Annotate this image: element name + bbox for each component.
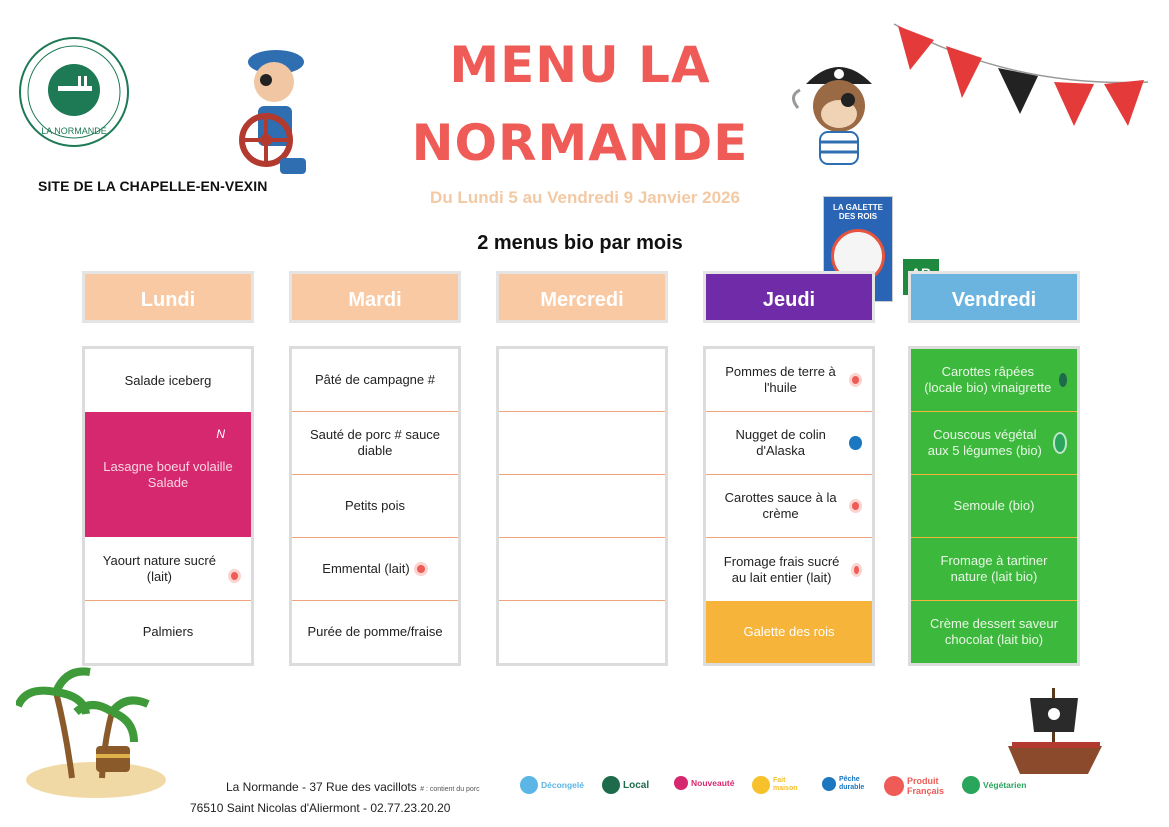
nouveaute-icon: N xyxy=(216,427,225,441)
legend-label: Nouveauté xyxy=(691,778,735,788)
fish-icon xyxy=(822,777,836,791)
day-header-vendredi: Vendredi xyxy=(908,271,1080,323)
local-icon xyxy=(602,776,620,794)
legend-label: Décongelé xyxy=(541,780,584,790)
menu-item-text: Fromage frais sucré au lait entier (lait) xyxy=(723,553,840,585)
menu-item-text: Carottes râpées (locale bio) vinaigrette xyxy=(924,364,1052,395)
day-header-jeudi: Jeudi xyxy=(703,271,875,323)
peche-durable-icon xyxy=(849,436,862,450)
snowflake-icon xyxy=(520,776,538,794)
menu-item: Fromage à tartiner nature (lait bio) xyxy=(911,538,1077,601)
legend-vegetarien xyxy=(962,776,1026,794)
menu-title-line1: MENU LA xyxy=(449,36,711,94)
produit-francais-icon xyxy=(228,569,241,583)
legend-label: Produit Français xyxy=(907,776,945,796)
vegetarien-icon xyxy=(962,776,980,794)
menu-item xyxy=(85,412,251,537)
menu-column-lundi xyxy=(82,346,254,666)
menu-column-mercredi xyxy=(496,346,668,666)
legend-label: Fait maison xyxy=(773,777,798,792)
nouveaute-icon xyxy=(674,776,688,790)
menu-column-jeudi xyxy=(703,346,875,666)
address-line1: La Normande - 37 Rue des vacillots xyxy=(226,780,417,794)
produit-francais-icon xyxy=(414,562,428,576)
menu-title-line2: NORMANDE xyxy=(411,114,749,172)
palm-island-illustration xyxy=(16,662,166,802)
day-header-mardi: Mardi xyxy=(289,271,461,323)
menu-item xyxy=(85,537,251,601)
menu-item xyxy=(911,412,1077,475)
legend-label: Pêche durable xyxy=(839,776,865,791)
produit-francais-icon xyxy=(849,499,862,513)
produit-francais-icon xyxy=(849,373,862,387)
day-header-lundi: Lundi xyxy=(82,271,254,323)
menu-item: Salade iceberg xyxy=(124,372,212,388)
menu-column-mardi xyxy=(289,346,461,666)
logo-text: LA NORMANDE xyxy=(41,126,107,136)
vegetarien-icon xyxy=(1053,432,1067,454)
menu-item: Petits pois xyxy=(292,475,458,538)
menu-item xyxy=(706,412,872,475)
menu-item xyxy=(706,475,872,538)
legend-nouveaute xyxy=(674,776,734,790)
menu-dates: Du Lundi 5 au Vendredi 9 Janvier 2026 xyxy=(430,188,740,207)
menu-item-empty xyxy=(499,412,665,475)
menu-item xyxy=(911,349,1077,412)
menu-item: Palmiers xyxy=(142,624,194,639)
menu-item: Purée de pomme/fraise xyxy=(307,624,443,639)
la-normande-logo xyxy=(18,36,130,148)
legend-fait-maison xyxy=(752,776,807,794)
menu-subtitle: 2 menus bio par mois xyxy=(477,232,683,254)
menu-item-text: Carottes sauce à la crème xyxy=(724,490,837,521)
day-header-mercredi: Mercredi xyxy=(496,271,668,323)
menu-item: Galette des rois xyxy=(706,601,872,663)
galette-box-text: LA GALETTE DES ROIS xyxy=(833,203,883,221)
porc-note: # : contient du porc xyxy=(420,786,480,793)
menu-item-text: Pommes de terre à l'huile xyxy=(725,364,836,395)
legend-label: Végétarien xyxy=(983,780,1027,790)
produit-francais-icon xyxy=(884,776,904,796)
site-name: SITE DE LA CHAPELLE-EN-VEXIN xyxy=(38,178,268,194)
menu-item: Sauté de porc # sauce diable xyxy=(292,412,458,475)
fait-maison-icon xyxy=(752,776,770,794)
legend-peche-durable xyxy=(822,776,883,792)
local-icon xyxy=(1059,373,1067,387)
menu-item xyxy=(706,349,872,412)
address-line2: 76510 Saint Nicolas d'Aliermont - 02.77.23.20.20 xyxy=(190,801,451,815)
bunting-flags-decoration xyxy=(890,18,1152,134)
produit-francais-icon xyxy=(851,563,862,577)
menu-item xyxy=(706,538,872,601)
menu-column-vendredi xyxy=(908,346,1080,666)
pirate-ship-illustration xyxy=(1002,684,1108,784)
legend-label: Local xyxy=(623,779,650,791)
menu-item: Crème dessert saveur chocolat (lait bio) xyxy=(930,616,1058,647)
legend-produit-francais xyxy=(884,776,951,796)
legend-decongele xyxy=(520,776,584,794)
menu-item-text: Yaourt nature sucré (lait) xyxy=(102,552,216,584)
pirate-monkey-illustration xyxy=(786,50,892,176)
menu-item xyxy=(292,538,458,601)
menu-item-empty xyxy=(499,538,665,601)
legend-local xyxy=(602,776,649,794)
pirate-boy-illustration xyxy=(228,40,320,180)
menu-item-text: Emmental (lait) xyxy=(322,561,410,576)
menu-item-empty xyxy=(499,349,665,412)
menu-item: Pâté de campagne # xyxy=(292,349,458,412)
menu-item-text: Couscous végétal aux 5 légumes (bio) xyxy=(927,427,1042,458)
menu-item-empty xyxy=(499,475,665,538)
menu-item-text: Nugget de colin d'Alaska xyxy=(735,427,826,458)
menu-item-text: Lasagne boeuf volaille Salade xyxy=(103,458,233,490)
footer-address xyxy=(190,778,480,818)
menu-item: Semoule (bio) xyxy=(911,475,1077,538)
